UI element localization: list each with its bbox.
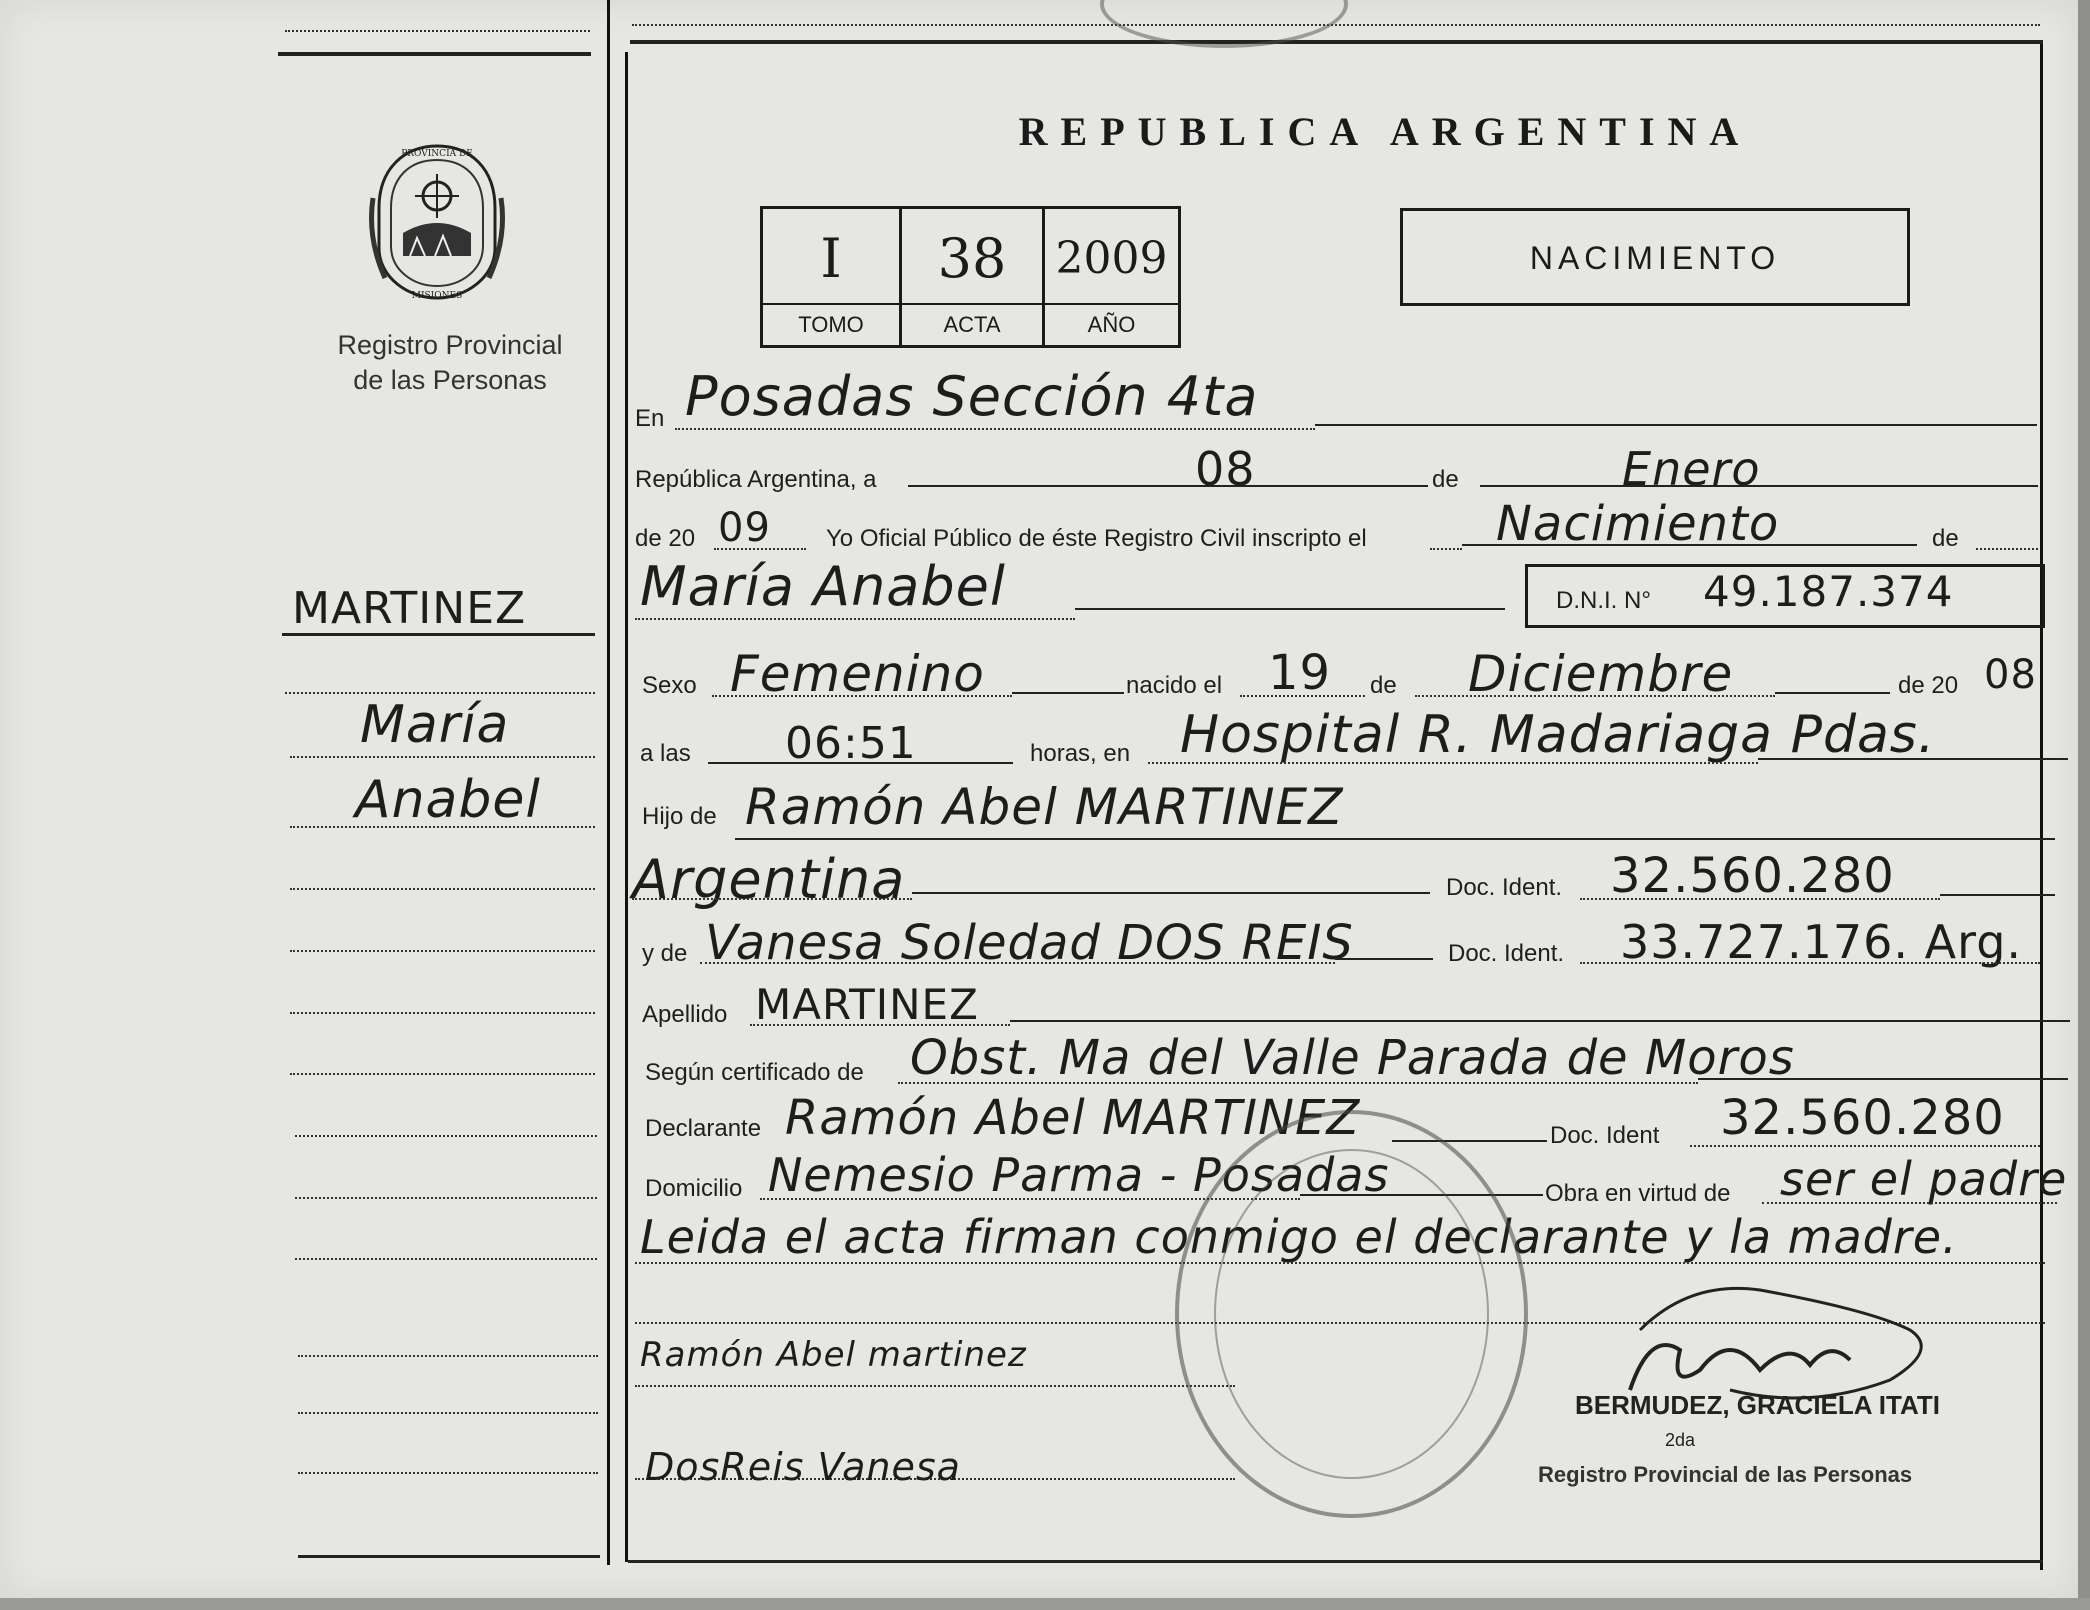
- label-doc-ident-declarante: Doc. Ident: [1550, 1122, 1660, 1149]
- page-bottom-edge: [0, 1598, 2090, 1610]
- stub-top-rule: [278, 52, 591, 56]
- value-dia-nac: 19: [1268, 645, 1332, 701]
- page-edge: [2078, 0, 2090, 1610]
- value-declarante: Ramón Abel MARTINEZ: [785, 1090, 1361, 1146]
- official-registry: Registro Provincial de las Personas: [1538, 1462, 1913, 1487]
- line: [1940, 894, 2055, 896]
- signature-father: Ramón Abel martinez: [640, 1335, 1027, 1375]
- stub-line: [290, 950, 595, 952]
- stub-bottom-rule: [298, 1555, 600, 1558]
- stub-line: [298, 1355, 598, 1357]
- stub-line: [290, 1073, 595, 1075]
- line: [635, 618, 1075, 620]
- value-anio-nac: 08: [1984, 652, 2037, 698]
- line: [1775, 692, 1890, 694]
- value-mes-nac: Diciembre: [1468, 645, 1734, 703]
- frame-top-rule: [630, 40, 2043, 44]
- line: [898, 1082, 1698, 1084]
- tomo-box: [760, 206, 902, 348]
- value-domicilio: Nemesio Parma - Posadas: [768, 1148, 1390, 1202]
- stub-line: [295, 1197, 597, 1199]
- label-apellido: Apellido: [642, 1001, 728, 1028]
- registry-name: [300, 328, 600, 398]
- line: [908, 485, 1428, 487]
- value-mes-inscripcion: Enero: [1622, 442, 1761, 496]
- document-title: REPUBLICA ARGENTINA: [1018, 109, 1752, 154]
- line: [700, 962, 1335, 964]
- value-doc-padre: 32.560.280: [1610, 848, 1895, 904]
- anio-label: AÑO: [1045, 303, 1178, 345]
- label-yo-oficial: Yo Oficial Público de éste Registro Civil inscripto el: [826, 525, 1367, 552]
- label-de20: de 20: [635, 525, 696, 552]
- line: [635, 1385, 1235, 1387]
- svg-text:PROVINCIA DE: PROVINCIA DE: [401, 149, 473, 159]
- label-dni: D.N.I. N°: [1556, 587, 1651, 614]
- stub-line: [285, 692, 595, 694]
- value-madre: Vanesa Soledad DOS REIS: [705, 915, 1354, 971]
- official-name: BERMUDEZ, GRACIELA ITATI: [1575, 1390, 1940, 1420]
- label-sexo: Sexo: [642, 672, 697, 699]
- label-republica: República Argentina, a: [635, 466, 877, 493]
- stub-line: [290, 756, 595, 758]
- line: [1580, 898, 1940, 900]
- label-obra: Obra en virtud de: [1545, 1180, 1731, 1207]
- stub-line: [295, 1135, 597, 1137]
- label-de-20: de 20: [1898, 672, 1959, 699]
- tomo-label: TOMO: [763, 303, 899, 345]
- line: [1698, 1078, 2068, 1080]
- official-section: 2da: [1665, 1430, 1696, 1450]
- value-nota: Leida el acta firman conmigo el declarante y la madre.: [640, 1210, 1958, 1264]
- label-de: de: [1370, 672, 1397, 699]
- value-sexo: Femenino: [730, 645, 985, 703]
- value-doc-madre: 33.727.176. Arg.: [1620, 915, 2023, 969]
- line: [712, 695, 1012, 697]
- value-dni: 49.187.374: [1703, 567, 1954, 616]
- line: [1315, 424, 2037, 426]
- label-hijo-de: Hijo de: [642, 803, 717, 830]
- label-en: En: [635, 405, 665, 432]
- dni-box: [1525, 564, 2045, 628]
- label-nacido-el: nacido el: [1126, 672, 1223, 699]
- value-lugar-nac: Hospital R. Madariaga Pdas.: [1180, 705, 1936, 765]
- acta-label: ACTA: [902, 303, 1042, 345]
- frame-bottom-rule: [628, 1560, 2043, 1563]
- stub-line: [290, 826, 595, 828]
- stub-top-dotted-line: [285, 30, 590, 32]
- acta-box: [899, 206, 1045, 348]
- line: [1976, 548, 2038, 550]
- value-apellido: MARTINEZ: [755, 980, 979, 1029]
- line: [632, 898, 912, 900]
- line: [1430, 548, 1462, 550]
- stub-line: [290, 888, 595, 890]
- value-nombre: María Anabel: [640, 555, 1006, 618]
- stub-line: [298, 1412, 598, 1414]
- line: [912, 892, 1430, 894]
- acta-value: 38: [937, 227, 1007, 290]
- value-anio-inscripcion: 09: [718, 505, 771, 551]
- line: [1335, 958, 1433, 960]
- line: [714, 548, 806, 550]
- label-doc-ident-padre: Doc. Ident.: [1446, 874, 1563, 901]
- line: [1758, 758, 2068, 760]
- line: [735, 838, 2055, 840]
- line: [1580, 962, 2040, 964]
- label-domicilio: Domicilio: [645, 1175, 743, 1202]
- line: [1012, 692, 1124, 694]
- value-dia-inscripcion: 08: [1195, 442, 1256, 496]
- value-obra: ser el padre: [1780, 1152, 2068, 1206]
- stub-line: [295, 1258, 597, 1260]
- record-type: NACIMIENTO: [1400, 208, 1910, 306]
- anio-value: 2009: [1055, 233, 1168, 284]
- signature-mother: DosReis Vanesa: [645, 1445, 961, 1489]
- misiones-seal-icon: [365, 138, 510, 303]
- label-y-de: y de: [642, 940, 688, 967]
- stub-line: [298, 1472, 598, 1474]
- label-horas-en: horas, en: [1030, 740, 1131, 767]
- line: [1148, 762, 1758, 764]
- value-hora: 06:51: [785, 718, 917, 769]
- anio-box: [1042, 206, 1181, 348]
- registry-line-1: Registro Provincial: [337, 330, 563, 360]
- official-stamp: [1175, 1110, 1528, 1518]
- label-a-las: a las: [640, 740, 691, 767]
- value-doc-declarante: 32.560.280: [1720, 1090, 2005, 1146]
- line: [1240, 695, 1365, 697]
- label-segun: Según certificado de: [645, 1059, 864, 1086]
- line: [1762, 1202, 2057, 1204]
- official-stamp-inner: [1214, 1149, 1489, 1479]
- stub-divider: [607, 0, 610, 1565]
- label-declarante: Declarante: [645, 1115, 762, 1142]
- frame-top-dotted: [632, 24, 2040, 26]
- value-certificado: Obst. Ma del Valle Parada de Moros: [910, 1030, 1795, 1086]
- stub-given-name-2: Anabel: [355, 770, 541, 830]
- line: [675, 428, 1315, 430]
- label-de: de: [1432, 466, 1459, 493]
- value-padre: Ramón Abel MARTINEZ: [745, 778, 1344, 836]
- label-de: de: [1932, 525, 1959, 552]
- line: [1075, 608, 1505, 610]
- tomo-value: I: [820, 227, 842, 290]
- line: [1690, 1145, 2040, 1147]
- stub-surname: MARTINEZ: [292, 583, 527, 634]
- svg-text:MISIONES: MISIONES: [411, 291, 463, 301]
- registry-line-2: de las Personas: [353, 365, 547, 395]
- stub-surname-rule: [282, 633, 595, 636]
- line: [750, 1024, 1010, 1026]
- frame-right-border: [2040, 40, 2043, 1570]
- stub-line: [290, 1012, 595, 1014]
- label-doc-ident-madre: Doc. Ident.: [1448, 940, 1565, 967]
- value-nac-padre: Argentina: [632, 848, 906, 911]
- line: [1415, 695, 1775, 697]
- frame-left-border: [625, 52, 628, 1562]
- line: [1010, 1020, 2070, 1022]
- stub-given-name-1: María: [360, 695, 510, 755]
- value-lugar: Posadas Sección 4ta: [685, 365, 1259, 428]
- value-acto: Nacimiento: [1496, 496, 1780, 552]
